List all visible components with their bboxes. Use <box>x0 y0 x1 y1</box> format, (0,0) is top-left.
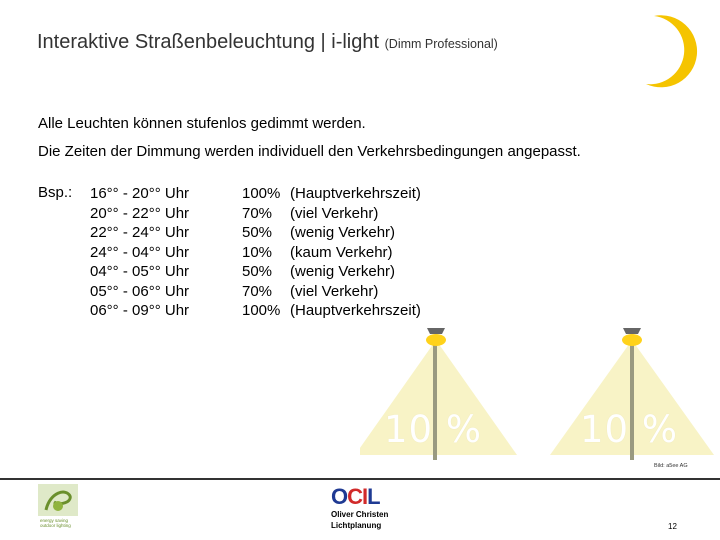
logo-left-text: energy saving outdoor lighting <box>40 518 71 528</box>
schedule-descriptions <box>290 184 421 321</box>
energy-saving-logo-icon <box>36 482 82 538</box>
moon-icon <box>636 12 698 90</box>
schedule-time: 22°° - 24°° Uhr <box>90 224 190 241</box>
schedule-percent: 50% <box>242 224 273 241</box>
title-main: Interaktive Straßenbeleuchtung | i-light <box>37 31 380 53</box>
schedule-percent: 70% <box>242 204 273 222</box>
schedule-percents <box>242 184 280 321</box>
schedule-percent: 100% <box>242 302 281 319</box>
example-label: Bsp.: <box>38 184 73 201</box>
ocl-letter-l: L <box>367 484 380 509</box>
slide-title <box>37 31 498 54</box>
ocl-line-1: Oliver Christen <box>331 510 389 519</box>
intro-text-1: Alle Leuchten können stufenlos gedimmt werden. <box>38 115 366 132</box>
footer-divider <box>0 478 720 480</box>
schedule-time: 24°° - 04°° Uhr <box>90 243 190 261</box>
schedule-time: 20°° - 22°° Uhr <box>90 204 190 222</box>
schedule-percent: 10% <box>242 243 273 261</box>
page-number: 12 <box>668 522 677 531</box>
schedule-desc: (kaum Verkehr) <box>290 243 393 261</box>
schedule-time: 06°° - 09°° Uhr <box>90 302 190 319</box>
ocl-letter-c: C <box>347 484 363 509</box>
schedule-desc: (Hauptverkehrszeit) <box>290 185 421 202</box>
schedule-time: 16°° - 20°° Uhr <box>90 185 190 202</box>
image-credit: Bild: a5ee AG <box>654 463 688 469</box>
ocl-line-2: Lichtplanung <box>331 521 382 530</box>
schedule-time: 04°° - 05°° Uhr <box>90 263 190 280</box>
schedule-percent: 100% <box>242 185 281 202</box>
ocl-logo <box>331 484 380 510</box>
schedule-desc: (wenig Verkehr) <box>290 263 396 280</box>
title-sub: (Dimm Professional) <box>384 37 498 51</box>
schedule-desc: (viel Verkehr) <box>290 282 379 300</box>
lamp-right-dim-label: 10 % <box>580 408 678 451</box>
intro-text-2: Die Zeiten der Dimmung werden individuell den Verkehrsbedingungen angepasst. <box>38 143 581 160</box>
schedule-times <box>90 184 189 321</box>
schedule-percent: 70% <box>242 282 273 300</box>
schedule-desc: (Hauptverkehrszeit) <box>290 302 421 319</box>
schedule-desc: (viel Verkehr) <box>290 204 379 222</box>
lamp-left-dim-label: 10 % <box>384 408 482 451</box>
schedule-time: 05°° - 06°° Uhr <box>90 282 190 300</box>
schedule-desc: (wenig Verkehr) <box>290 224 396 241</box>
ocl-letter-o: O <box>331 484 348 509</box>
ocl-letter-i: I <box>362 484 368 509</box>
schedule-percent: 50% <box>242 263 273 280</box>
ocl-subtitle <box>331 509 388 531</box>
